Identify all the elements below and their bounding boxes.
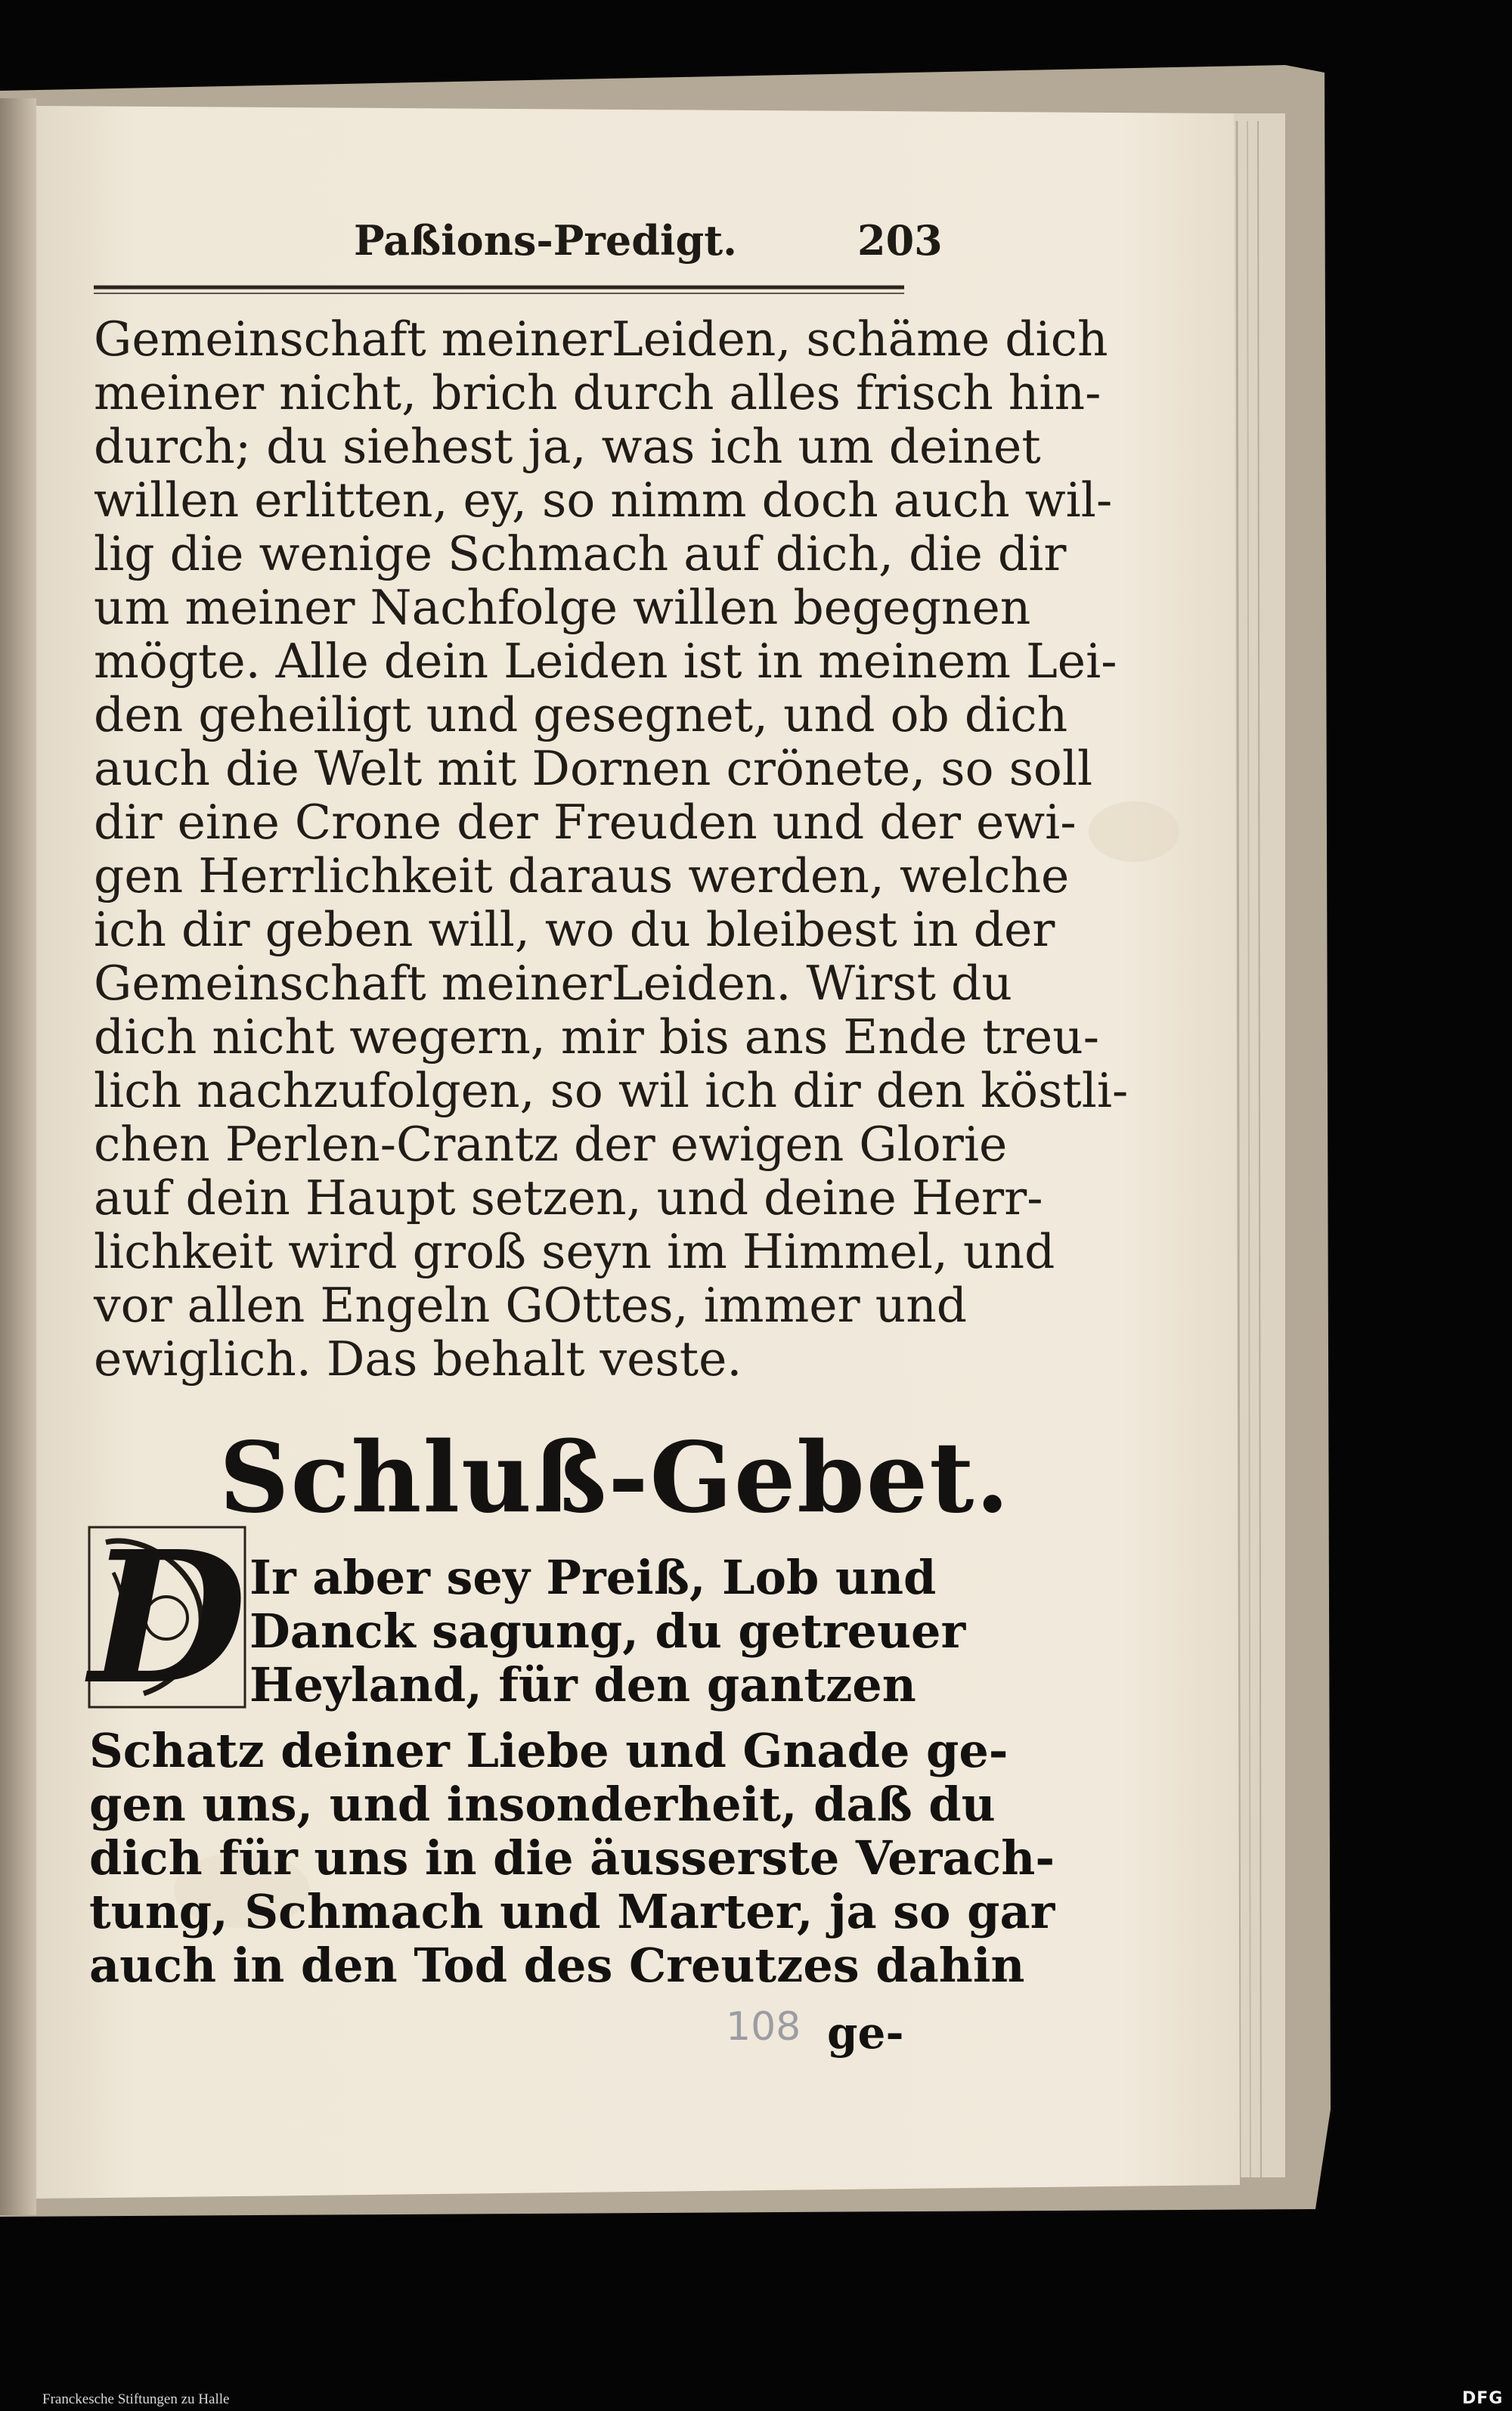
- body-line: meiner nicht, brich durch alles frisch hin-: [94, 365, 1101, 420]
- body-line: chen Perlen-Crantz der ewigen Glorie: [94, 1117, 1008, 1172]
- body-line: willen erlitten, ey, so nimm doch auch wil-: [94, 473, 1113, 528]
- body-line: gen Herrlichkeit daraus werden, welche: [94, 848, 1070, 903]
- body-line: dich nicht wegern, mir bis ans Ende treu-: [94, 1009, 1099, 1064]
- section-title: Schluß-Gebet.: [219, 1421, 1011, 1535]
- prayer-line: auch in den Tod des Creutzes dahin: [89, 1938, 1025, 1993]
- body-line: lig die wenige Schmach auf dich, die dir: [94, 526, 1067, 581]
- funder-logo-text: DFG: [1462, 2389, 1504, 2408]
- body-line: Gemeinschaft meinerLeiden. Wirst du: [94, 956, 1012, 1011]
- body-line: dir eine Crone der Freuden und der ewi-: [94, 795, 1077, 850]
- page-number: 203: [857, 216, 943, 265]
- prayer-line: gen uns, und insonderheit, daß du: [89, 1777, 996, 1832]
- body-line: lich nachzufolgen, so wil ich dir den köstli-: [94, 1063, 1129, 1118]
- body-line: auch die Welt mit Dornen crönete, so soll: [94, 741, 1093, 796]
- catchword: ge-: [827, 2007, 904, 2059]
- prayer-line: dich für uns in die äusserste Verach-: [89, 1830, 1055, 1886]
- prayer-line: Danck sagung, du getreuer: [249, 1604, 966, 1659]
- prayer-line: Heyland, für den gantzen: [249, 1657, 916, 1712]
- body-line: mögte. Alle dein Leiden ist in meinem Lei-: [94, 634, 1117, 689]
- drop-cap: D: [89, 1511, 247, 1725]
- institution-credit: Franckesche Stiftungen zu Halle: [42, 2391, 230, 2407]
- body-line: um meiner Nachfolge willen begegnen: [94, 580, 1031, 635]
- body-line: Gemeinschaft meinerLeiden, schäme dich: [94, 311, 1108, 367]
- body-line-last: ewiglich. Das behalt veste.: [94, 1331, 742, 1387]
- body-line: ich dir geben will, wo du bleibest in der: [94, 902, 1055, 957]
- body-line: durch; du siehest ja, was ich um deinet: [94, 419, 1041, 474]
- pencil-folio-number: 108: [726, 2004, 801, 2050]
- body-line: den geheiligt und gesegnet, und ob dich: [94, 687, 1068, 742]
- body-line: auf dein Haupt setzen, und deine Herr-: [94, 1170, 1043, 1226]
- body-line: vor allen Engeln GOttes, immer und: [94, 1278, 968, 1333]
- running-head: Paßions-Predigt.: [354, 216, 737, 265]
- prayer-line: tung, Schmach und Marter, ja so gar: [89, 1884, 1055, 1939]
- prayer-line: Ir aber sey Preiß, Lob und: [249, 1550, 937, 1605]
- prayer-line: Schatz deiner Liebe und Gnade ge-: [89, 1723, 1009, 1778]
- body-line: lichkeit wird groß seyn im Himmel, und: [94, 1224, 1055, 1279]
